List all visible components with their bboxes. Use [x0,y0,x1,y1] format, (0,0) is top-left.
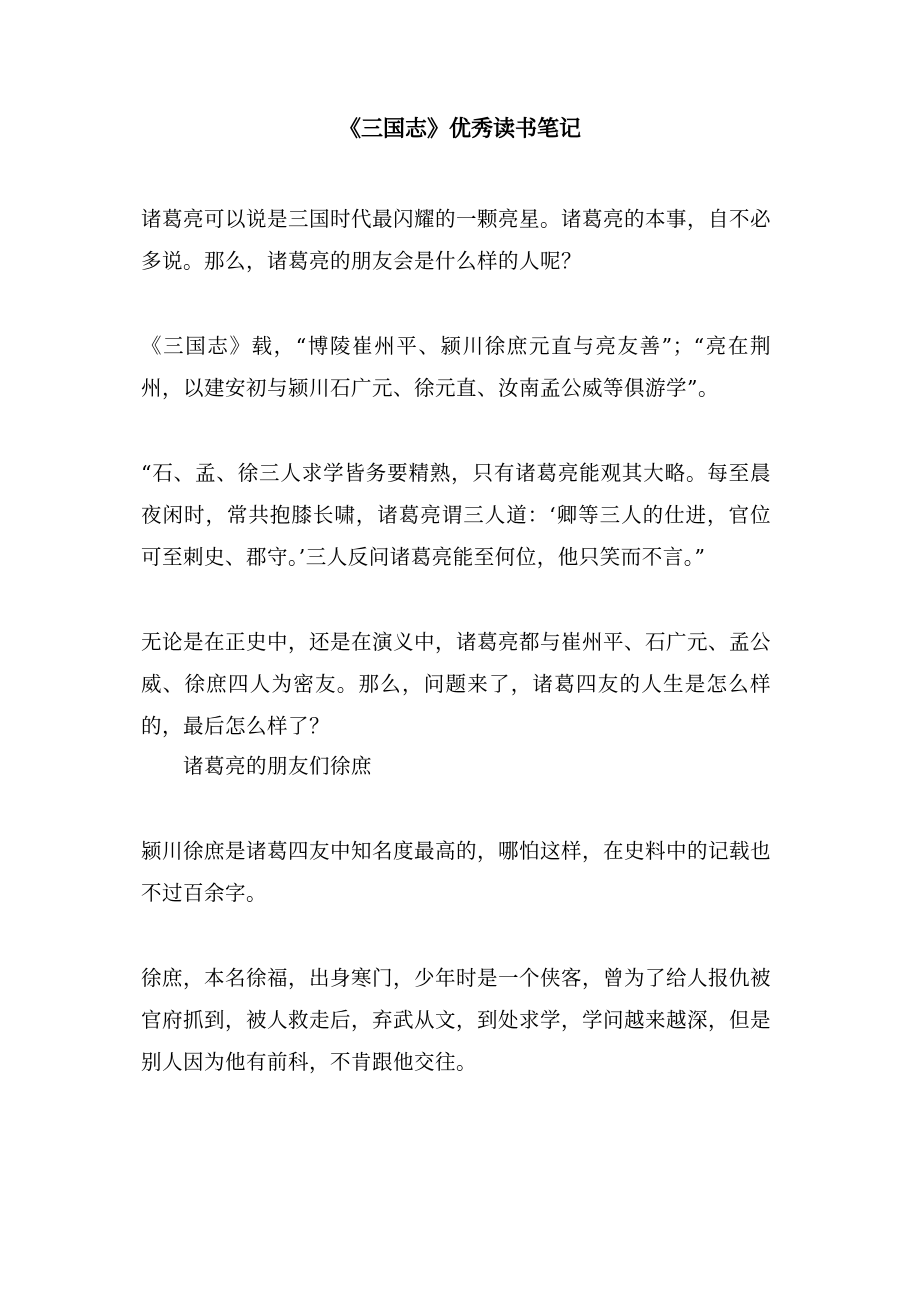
paragraph-xushu-fame: 颍川徐庶是诸葛四友中知名度最高的，哪怕这样，在史料中的记载也不过百余字。 [141,839,771,905]
section-subheading: 诸葛亮的朋友们徐庶 [183,754,372,778]
document-title: 《三国志》优秀读书笔记 [338,116,581,142]
paragraph-study-anecdote: “石、孟、徐三人求学皆务要精熟，只有诸葛亮能观其大略。每至晨夜闲时，常共抱膝长啸，诸葛亮谓三人道：‘卿等三人的仕进，官位可至刺史、郡守。’三人反问诸葛亮能至何位，他只笑而不言。” [141,461,771,569]
paragraph-sanguozhi-quote: 《三国志》载，“博陵崔州平、颍川徐庶元直与亮友善”；“亮在荆州，以建安初与颍川石广元、徐元直、汝南孟公威等俱游学”。 [141,334,771,400]
paragraph-four-friends: 无论是在正史中，还是在演义中，诸葛亮都与崔州平、石广元、孟公威、徐庶四人为密友。那么，问题来了，诸葛四友的人生是怎么样的，最后怎么样了？ [141,630,771,738]
paragraph-intro: 诸葛亮可以说是三国时代最闪耀的一颗亮星。诸葛亮的本事，自不必多说。那么，诸葛亮的朋友会是什么样的人呢？ [141,207,771,273]
paragraph-xushu-background: 徐庶，本名徐福，出身寒门，少年时是一个侠客，曾为了给人报仇被官府抓到，被人救走后，弃武从文，到处求学，学问越来越深，但是别人因为他有前科，不肯跟他交往。 [141,966,771,1074]
document-body [141,198,771,1126]
